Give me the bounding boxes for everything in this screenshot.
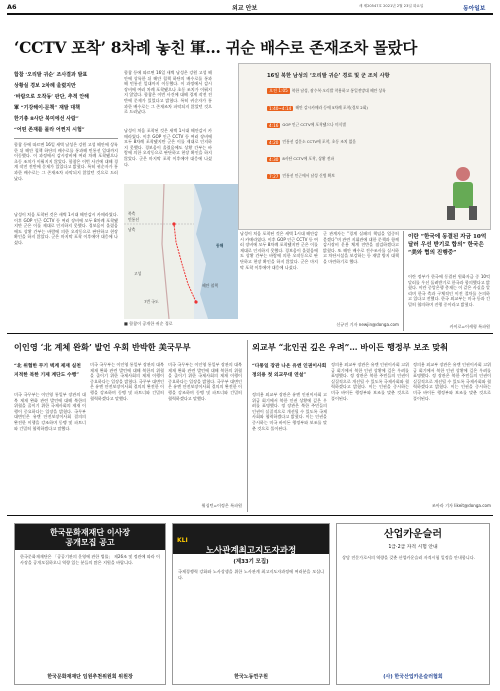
- article-body-left: 합참 등에 따르면 16일 새벽 남성은 강원 고성 해안에 상륙한 뒤 해안 철책 하단의 배수로를 통과해 민통선 일대까지 이동했다. 이 과정에서 감시장비에 여러 차례 포착됐으나 초동 조치가 이뤄지지 않았다. 합참은 이번 사건에 대해 경계 작전 전반에 문제가 있었다고 밝혔다. 특히 귀순자가 통과한 배수로는 그 존재조차 파악되지 않았던 것으로 드러났다.: [14, 142, 118, 181]
- summary-line: “어떤 존재를 몰라 어쩐지 시험”: [14, 127, 85, 133]
- article-body-middle: 합참 등에 따르면 16일 새벽 남성은 강원 고성 해안에 상륙한 뒤 해안 철책 하단의 배수로를 통과해 민통선 일대까지 이동했다. 이 과정에서 감시장비에 여러 차례 포착됐으나 초동 조치가 이뤄지지 않았다. 합참은 이번 사건에 대해 경계 작전 전반에 문제가 있었다고 밝혔다. 특히 귀순자가 통과한 배수로는 그 존재조차 파악되지 않았던 것으로 드러났다.: [124, 70, 212, 115]
- timeline-item: [267, 140, 477, 145]
- timeline-time: 4:30: [269, 157, 279, 162]
- summary-line: 한기총 8사단 북미에선 사람”: [14, 116, 79, 122]
- map-label: 7번 국도: [144, 299, 159, 304]
- timeline-graphic: [238, 63, 491, 230]
- ad1-title-bar: [15, 524, 165, 550]
- timeline-time: 오전 1:05: [269, 88, 288, 93]
- map-caption: ■ 합참이 공개한 귀순 경로: [124, 321, 173, 326]
- issue-info: 새 제20547호 2021년 2월 23일 화요일: [359, 4, 424, 8]
- ad-rule: [7, 515, 493, 516]
- summary-line: ‘바람으로 오작동’ 판단, 추적 안해: [14, 94, 89, 100]
- summary-line: 軍 “기강해이·문책” 재발 대책: [14, 105, 81, 111]
- timeline-time: 1:40~4:14: [269, 106, 292, 111]
- section-label: 외교 안보: [232, 5, 258, 12]
- article-body-middle-cont: 남성이 처음 포착된 것은 새벽 1시대 해안감시 카메라였다. 이후 GOP 인근 CCTV 등 여러 장비에 모두 8차례 포착됐지만 군은 이를 제대로 인지하지 못했다. 경보음이 울렸음에도 상황 간부는 바람에 의한 오작동으로 판단하고 현장 확인을 하지 않았다. 군은 마지막 포착 이후에야 대응에 나섰다.: [124, 128, 212, 167]
- article-body-col3: 남성이 처음 포착된 것은 새벽 1시대 해안감시 카메라였다. 이후 GOP 인근 CCTV 등 여러 장비에 모두 8차례 포착됐지만 군은 이를 제대로 인지하지 못했다. 경보음이 울렸음에도 상황 간부는 바람에 의한 오작동으로 판단하고 현장 확인을 하지 않았다. 군은 마지막 포착 이후에야 대응에 나섰다.: [240, 231, 318, 270]
- ad3-sub: 1급·2급 자격 시험 안내: [388, 545, 438, 550]
- timeline-title: 16일 북한 남성의 ‘오리발 귀순’ 경로 및 군 조치 사항: [267, 73, 390, 79]
- mid-left-body-3: 미국 국무부는 이인영 통일부 장관의 대북 제재 완화 관련 발언에 대해 북한의 위협을 줄이기 위한 국제사회의 제재 이행이 중요하다는 입장을 밝혔다. 국무부 대변인은 유엔 안전보장이사회 결의의 완전한 이행을 강조하며 동맹 및 파트너와 긴밀히 협력하겠다고 말했다.: [168, 362, 242, 401]
- ad-cultural-foundation: [14, 523, 166, 685]
- main-headline: ‘CCTV 포착’ 8차례 놓친 軍… 귀순 배수로 존재조차 몰랐다: [14, 38, 417, 57]
- map-label: 민통선: [128, 217, 140, 222]
- map-label: 북측: [128, 211, 136, 216]
- article-byline: 신규진 기자 newjin@donga.com: [336, 322, 399, 327]
- section-rule: [7, 333, 493, 334]
- ad2-body: 국제경쟁력 강화와 노사상생을 위한 노사관계 최고지도자과정에 여러분을 모십니다.: [178, 569, 324, 580]
- ad2-sub: (제33기 모집): [233, 559, 269, 565]
- summary-block: [14, 70, 118, 136]
- masthead: 동아일보: [463, 6, 486, 12]
- ad2-footer: 한국노동연구원: [234, 674, 268, 680]
- timeline-text: 해안 감시카메라 등에 5차례 포착(경보 2회): [295, 105, 368, 111]
- side-divider: [403, 231, 404, 331]
- timeline-time: 4:16: [269, 123, 279, 128]
- timeline-item: [267, 88, 477, 94]
- side-headline: 이란 “한국에 동결된 자금 10억달러 우선 받기로 합의” 한국은 “美와 협의 진행중”: [408, 234, 487, 256]
- mid-left-headline: 이인영 ‘北 계체 완화’ 발언 우회 반박한 美국무부: [14, 342, 191, 352]
- timeline-time: 4:20: [269, 140, 279, 145]
- timeline-text: 민통선 검문소 CCTV에 포착, 초동 조치 없음: [282, 139, 357, 145]
- mid-left-body-2: 미국 국무부는 이인영 통일부 장관의 대북 제재 완화 관련 발언에 대해 북한의 위협을 줄이기 위한 국제사회의 제재 이행이 중요하다는 입장을 밝혔다. 국무부 대변인은 유엔 안전보장이사회 결의의 완전한 이행을 강조하며 동맹 및 파트너와 긴밀히 협력하겠다고 말했다.: [90, 362, 164, 401]
- summary-line: 상황실 경보 2차례 울렸지만: [14, 83, 76, 89]
- summary-line: 합참 ‘오리발 귀순’ 조사결과 발표: [14, 72, 88, 78]
- ad1-title-2: 공개모집 공고: [65, 537, 115, 547]
- mid-right-body-2: 정의용 외교부 장관은 유엔 인권이사회 고위급 회기에서 북한 인권 상황에 깊은 우려를 표명했다. 정 장관은 북한 주민들의 인권이 실질적으로 개선될 수 있도록 국제사회와 협력하겠다고 밝혔다. 이는 인권을 중시하는 미국 바이든 행정부와 보조를 맞춘 것으로 풀이된다.: [331, 362, 409, 401]
- article-body-col4: 군 관계자는 “경계 실패의 책임을 엄중히 묻겠다”며 관련 지휘관에 대한 문책과 함께 감시장비 운용 체계 전반을 점검하겠다고 밝혔다. 또 해안 배수로 전수조사를 실시하고 차단시설을 보강하는 등 재발 방지 대책을 마련하기로 했다.: [323, 231, 399, 264]
- timeline-item: [267, 106, 477, 111]
- mid-divider: [247, 340, 248, 512]
- ad1-title-1: 한국문화재재단 이사장: [49, 527, 131, 537]
- summary-rule: [14, 138, 118, 139]
- timeline-text: 8사단 CCTV에 포착, 상황 전파: [282, 156, 335, 162]
- mid-right-byline: 조아라 기자 likeit@donga.com: [431, 503, 491, 508]
- page-number: A6: [7, 3, 17, 11]
- ad3-footer: (사) 한국산업카운슬러협회: [383, 674, 443, 680]
- ad2-title: 노사관계최고지도자과정: [205, 546, 297, 556]
- mid-right-body-3: 정의용 외교부 장관은 유엔 인권이사회 고위급 회기에서 북한 인권 상황에 깊은 우려를 표명했다. 정 장관은 북한 주민들의 인권이 실질적으로 개선될 수 있도록 국제사회와 협력하겠다고 밝혔다. 이는 인권을 중시하는 미국 바이든 행정부와 보조를 맞춘 것으로 풀이된다.: [413, 362, 491, 401]
- timeline-text: 민통선 인근에서 남성 신병 확보: [282, 173, 335, 179]
- soldier-illustration: [429, 162, 484, 222]
- ad1-footer: 한국문화재재단 임원추천위원회 위원장: [47, 674, 133, 680]
- timeline-time: 7:27: [269, 174, 279, 179]
- side-byline: 카이로=이세형 특파원: [449, 324, 490, 329]
- mid-left-subhead: “北 위협한 무기 벽계 제재 실천 지적한 북한 기제 계단도 수행”: [14, 363, 81, 378]
- ad1-body: 한국문화재재단은 「공공기관의 운영에 관한 법률」 제26조 및 정관에 따라 이사장을 공개모집하오니 역량 있는 분들의 많은 지원을 바랍니다.: [20, 554, 160, 565]
- ad-labor-institute: [172, 523, 330, 685]
- timeline-text: GOP 인근 CCTV에 포착됐으나 미식별: [282, 122, 347, 128]
- header-rule: [7, 13, 493, 15]
- mid-left-byline: 워싱턴=이정은 특파원: [201, 503, 242, 508]
- map-label: 동해: [216, 243, 224, 248]
- timeline-text: 북한 남성, 잠수복·오리발 착용하고 통일전망대 해안 상륙: [291, 87, 386, 93]
- ad3-title: 산업카운슬러: [384, 529, 442, 540]
- mid-right-headline: 외교부 “北인권 깊은 우려”… 바이든 행정부 보조 맞춰: [252, 342, 449, 352]
- ad2-header: [173, 524, 329, 554]
- map-svg: [124, 184, 238, 319]
- ad3-body: 상담 전문가로서의 역량을 갖춘 산업카운슬러 자격시험 일정을 안내합니다.: [342, 555, 475, 560]
- article-body-left-cont: 남성이 처음 포착된 것은 새벽 1시대 해안감시 카메라였다. 이후 GOP 인근 CCTV 등 여러 장비에 모두 8차례 포착됐지만 군은 이를 제대로 인지하지 못했다. 경보음이 울렸음에도 상황 간부는 바람에 의한 오작동으로 판단하고 현장 확인을 하지 않았다. 군은 마지막 포착 이후에야 대응에 나섰다.: [14, 212, 118, 245]
- mid-right-body: 정의용 외교부 장관은 유엔 인권이사회 고위급 회기에서 북한 인권 상황에 깊은 우려를 표명했다. 정 장관은 북한 주민들의 인권이 실질적으로 개선될 수 있도록 국제사회와 협력하겠다고 밝혔다. 이는 인권을 중시하는 미국 바이든 행정부와 보조를 맞춘 것으로 풀이된다.: [252, 392, 327, 431]
- mid-right-subhead: “다통일 장관 나온 유엔 인권이사회 정의용 첫 외교무대 연설”: [252, 363, 327, 378]
- timeline-item: [267, 123, 477, 128]
- side-body: 이란 정부가 한국에 동결된 원화자금 중 10억 달러를 우선 돌려받기로 한국과 합의했다고 밝혔다. 이란 중앙은행 총재는 이 같은 사실을 알리며 한국 측과 구체적인 이전 절차를 논의하고 있다고 전했다. 한국 외교부는 미국 등과 긴밀히 협의하며 진행 중이라고 밝혔다.: [408, 274, 490, 307]
- ad2-logo: KLI: [177, 537, 188, 544]
- route-map: [124, 184, 238, 319]
- map-label: 남측: [128, 227, 136, 232]
- ad-counselor: [336, 523, 490, 685]
- page-header: [7, 3, 493, 13]
- map-label: 해안 철책: [202, 283, 218, 288]
- mid-left-body: 미국 국무부는 이인영 통일부 장관의 대북 제재 완화 관련 발언에 대해 북한의 위협을 줄이기 위한 국제사회의 제재 이행이 중요하다는 입장을 밝혔다. 국무부 대변인은 유엔 안전보장이사회 결의의 완전한 이행을 강조하며 동맹 및 파트너와 긴밀히 협력하겠다고 말했다.: [14, 392, 86, 431]
- map-label: 고성: [134, 271, 142, 276]
